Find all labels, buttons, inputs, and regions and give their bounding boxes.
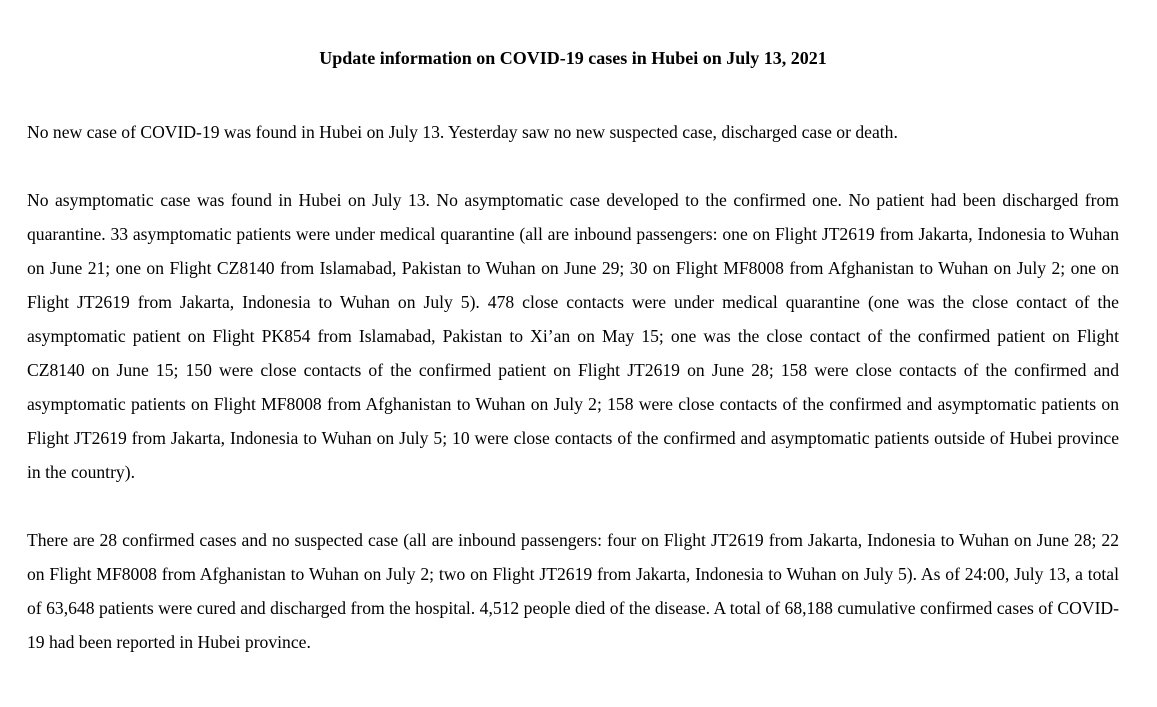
paragraph-asymptomatic-cases: No asymptomatic case was found in Hubei on July 13. No asymptomatic case developed to the confirmed one. No patient had been discharged from quarantine. 33 asymptomatic patients were under medical quarantine (all are inbound passengers: one on Flight JT2619 from Jakarta, Indonesia to Wuhan on June 21; one on Flight CZ8140 from Islamabad, Pakistan to Wuhan on June 29; 30 on Flight MF8008 from Afghanistan to Wuhan on July 2; one on Flight JT2619 from Jakarta, Indonesia to Wuhan on July 5). 478 close contacts were under medical quarantine (one was the close contact of the asymptomatic patient on Flight PK854 from Islamabad, Pakistan to Xi’an on May 15; one was the close contact of the confirmed patient on Flight CZ8140 on June 15; 150 were close contacts of the confirmed patient on Flight JT2619 on June 28; 158 were close contacts of the confirmed and asymptomatic patients on Flight MF8008 from Afghanistan to Wuhan on July 2; 158 were close contacts of the confirmed and asymptomatic patients on Flight JT2619 from Jakarta, Indonesia to Wuhan on July 5; 10 were close contacts of the confirmed and asymptomatic patients outside of Hubei province in the country). (27, 190, 1119, 482)
paragraph-confirmed-cases: There are 28 confirmed cases and no suspected case (all are inbound passengers: four on Flight JT2619 from Jakarta, Indonesia to Wuhan on June 28; 22 on Flight MF8008 from Afghanistan to Wuhan on July 2; two on Flight JT2619 from Jakarta, Indonesia to Wuhan on July 5). As of 24:00, July 13, a total of 63,648 patients were cured and discharged from the hospital. 4,512 people died of the disease. A total of 68,188 cumulative confirmed cases of COVID-19 had been reported in Hubei province. (27, 530, 1119, 652)
paragraph-no-new-case: No new case of COVID-19 was found in Hubei on July 13. Yesterday saw no new suspected case, discharged case or death. (27, 122, 898, 142)
document-title: Update information on COVID-19 cases in Hubei on July 13, 2021 (319, 48, 827, 68)
